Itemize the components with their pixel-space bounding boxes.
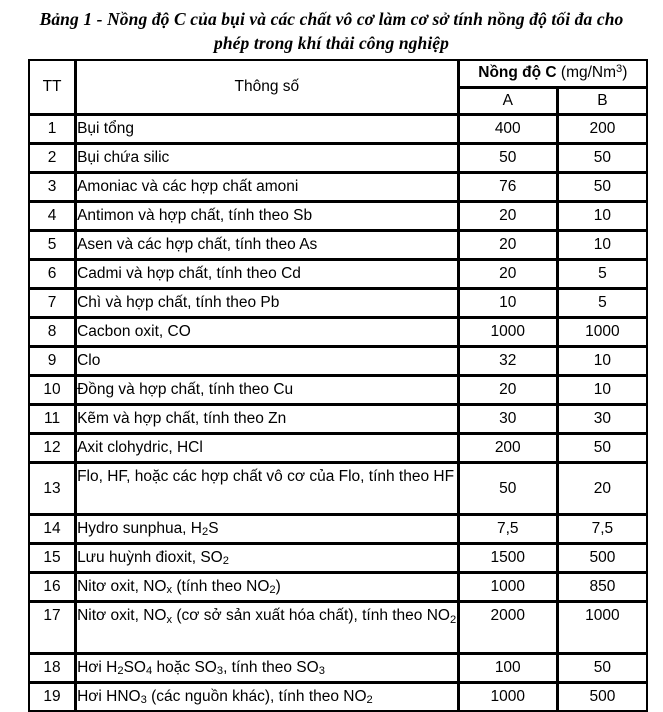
cell-value-a: 1500 bbox=[459, 544, 557, 572]
cell-value-b: 1000 bbox=[558, 318, 647, 346]
cell-tt: 5 bbox=[29, 231, 75, 259]
header-tt: TT bbox=[29, 60, 75, 114]
table-row bbox=[29, 318, 647, 346]
header-concentration-label: Nồng độ C bbox=[478, 64, 557, 81]
cell-value-a: 20 bbox=[459, 202, 557, 230]
cell-tt: 11 bbox=[29, 405, 75, 433]
cell-value-a: 30 bbox=[459, 405, 557, 433]
cell-value-b: 50 bbox=[558, 173, 647, 201]
cell-value-b: 10 bbox=[558, 376, 647, 404]
table-row bbox=[29, 173, 647, 201]
cell-parameter: Chì và hợp chất, tính theo Pb bbox=[76, 289, 458, 317]
cell-value-a: 20 bbox=[459, 260, 557, 288]
cell-value-b: 1000 bbox=[558, 602, 647, 653]
cell-tt: 10 bbox=[29, 376, 75, 404]
cell-value-b: 10 bbox=[558, 202, 647, 230]
cell-parameter: Asen và các hợp chất, tính theo As bbox=[76, 231, 458, 259]
caption-line-2: phép trong khí thải công nghiệp bbox=[213, 33, 450, 53]
cell-tt: 6 bbox=[29, 260, 75, 288]
cell-tt: 8 bbox=[29, 318, 75, 346]
cell-value-a: 10 bbox=[459, 289, 557, 317]
cell-value-a: 1000 bbox=[459, 683, 557, 711]
cell-tt: 3 bbox=[29, 173, 75, 201]
cell-tt: 12 bbox=[29, 434, 75, 462]
cell-parameter: Bụi chứa silic bbox=[76, 144, 458, 172]
cell-tt: 4 bbox=[29, 202, 75, 230]
cell-parameter: Cacbon oxit, CO bbox=[76, 318, 458, 346]
cell-value-a: 1000 bbox=[459, 318, 557, 346]
table-row bbox=[29, 347, 647, 375]
table-row bbox=[29, 683, 647, 711]
cell-tt: 15 bbox=[29, 544, 75, 572]
cell-value-b: 10 bbox=[558, 231, 647, 259]
cell-value-b: 20 bbox=[558, 463, 647, 514]
cell-parameter: Kẽm và hợp chất, tính theo Zn bbox=[76, 405, 458, 433]
cell-parameter: Axit clohydric, HCl bbox=[76, 434, 458, 462]
cell-tt: 9 bbox=[29, 347, 75, 375]
table-row bbox=[29, 602, 647, 653]
header-parameter: Thông số bbox=[76, 60, 458, 114]
caption-line-1: Bảng 1 - Nồng độ C của bụi và các chất vô cơ làm cơ sở tính nồng độ tối đa cho bbox=[39, 9, 624, 29]
cell-tt: 7 bbox=[29, 289, 75, 317]
table-row bbox=[29, 202, 647, 230]
cell-parameter: Bụi tổng bbox=[76, 115, 458, 143]
cell-value-a: 20 bbox=[459, 231, 557, 259]
cell-value-b: 5 bbox=[558, 260, 647, 288]
cell-value-b: 50 bbox=[558, 654, 647, 682]
cell-parameter: Hơi $HNO_3$ (các nguồn khác), tính theo $NO_2$ bbox=[76, 683, 458, 711]
cell-value-a: 200 bbox=[459, 434, 557, 462]
table-row bbox=[29, 573, 647, 601]
cell-tt: 2 bbox=[29, 144, 75, 172]
cell-parameter: Hơi $H_2SO_4$ hoặc $SO_3$, tính theo $SO_3$ bbox=[76, 654, 458, 682]
cell-parameter: Hydro sunphua, $H_2S$ bbox=[76, 515, 458, 543]
cell-tt: 17 bbox=[29, 602, 75, 653]
cell-value-a: 32 bbox=[459, 347, 557, 375]
cell-parameter: Antimon và hợp chất, tính theo Sb bbox=[76, 202, 458, 230]
cell-parameter: Nitơ oxit, $NO_x$ (cơ sở sản xuất hóa chất), tính theo $NO_2$ bbox=[76, 602, 458, 653]
cell-value-a: 20 bbox=[459, 376, 557, 404]
table-row bbox=[29, 434, 647, 462]
cell-value-a: 7,5 bbox=[459, 515, 557, 543]
cell-value-a: 2000 bbox=[459, 602, 557, 653]
concentration-table-container bbox=[28, 59, 648, 712]
cell-value-a: 50 bbox=[459, 144, 557, 172]
cell-parameter: Nitơ oxit, $NO_x$ (tính theo $NO_2$) bbox=[76, 573, 458, 601]
table-row bbox=[29, 115, 647, 143]
cell-value-b: 5 bbox=[558, 289, 647, 317]
cell-value-b: 200 bbox=[558, 115, 647, 143]
cell-value-a: 100 bbox=[459, 654, 557, 682]
cell-value-b: 850 bbox=[558, 573, 647, 601]
table-header bbox=[29, 60, 647, 114]
cell-value-b: 500 bbox=[558, 544, 647, 572]
cell-parameter: Clo bbox=[76, 347, 458, 375]
cell-tt: 1 bbox=[29, 115, 75, 143]
header-concentration bbox=[459, 60, 647, 87]
table-row bbox=[29, 231, 647, 259]
cell-tt: 18 bbox=[29, 654, 75, 682]
table-row bbox=[29, 463, 647, 514]
cell-value-a: 50 bbox=[459, 463, 557, 514]
table-row bbox=[29, 515, 647, 543]
cell-tt: 13 bbox=[29, 463, 75, 514]
cell-value-b: 7,5 bbox=[558, 515, 647, 543]
cell-parameter: Cadmi và hợp chất, tính theo Cd bbox=[76, 260, 458, 288]
concentration-table bbox=[28, 59, 648, 712]
cell-value-a: 1000 bbox=[459, 573, 557, 601]
cell-value-b: 50 bbox=[558, 144, 647, 172]
table-row bbox=[29, 544, 647, 572]
table-row bbox=[29, 376, 647, 404]
cell-value-b: 10 bbox=[558, 347, 647, 375]
cell-tt: 16 bbox=[29, 573, 75, 601]
cell-parameter: Amoniac và các hợp chất amoni bbox=[76, 173, 458, 201]
header-column-b: B bbox=[558, 88, 647, 114]
cell-parameter: Lưu huỳnh đioxit, $SO_2$ bbox=[76, 544, 458, 572]
table-row bbox=[29, 144, 647, 172]
header-row-1 bbox=[29, 60, 647, 87]
cell-value-a: 400 bbox=[459, 115, 557, 143]
cell-value-a: 76 bbox=[459, 173, 557, 201]
header-concentration-unit: (mg/Nm$^3$) bbox=[560, 62, 628, 81]
header-column-a: A bbox=[459, 88, 557, 114]
cell-parameter: Đồng và hợp chất, tính theo Cu bbox=[76, 376, 458, 404]
table-row bbox=[29, 405, 647, 433]
cell-value-b: 500 bbox=[558, 683, 647, 711]
cell-value-b: 50 bbox=[558, 434, 647, 462]
cell-tt: 14 bbox=[29, 515, 75, 543]
cell-value-b: 30 bbox=[558, 405, 647, 433]
cell-parameter: Flo, HF, hoặc các hợp chất vô cơ của Flo, tính theo HF bbox=[76, 463, 458, 514]
table-caption bbox=[32, 0, 632, 56]
table-body bbox=[29, 115, 647, 711]
cell-tt: 19 bbox=[29, 683, 75, 711]
table-row bbox=[29, 289, 647, 317]
table-row bbox=[29, 260, 647, 288]
